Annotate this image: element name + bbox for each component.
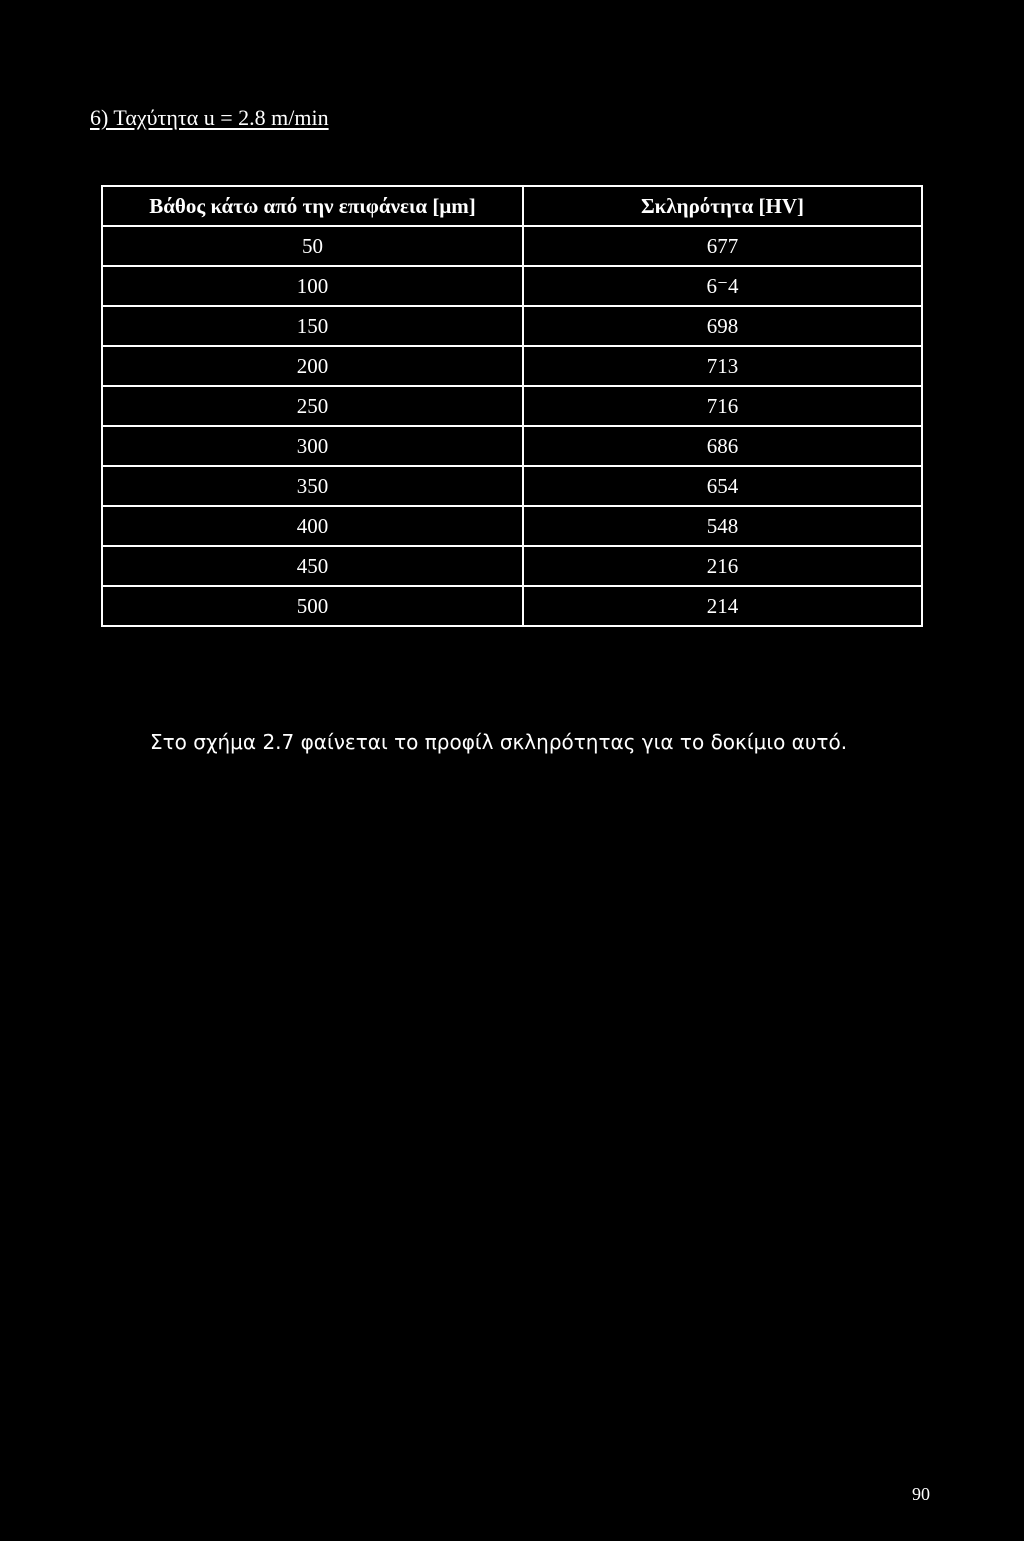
depth-cell: 500	[102, 586, 523, 626]
hardness-cell: 698	[523, 306, 922, 346]
table-row	[102, 226, 922, 266]
column-header-depth: Βάθος κάτω από την επιφάνεια [μm]	[102, 186, 523, 226]
hardness-cell: 654	[523, 466, 922, 506]
hardness-cell: 548	[523, 506, 922, 546]
depth-cell: 150	[102, 306, 523, 346]
table-row	[102, 266, 922, 306]
table-row	[102, 506, 922, 546]
depth-cell: 250	[102, 386, 523, 426]
depth-cell: 100	[102, 266, 523, 306]
hardness-cell: 677	[523, 226, 922, 266]
table-header-row	[102, 186, 922, 226]
depth-cell: 450	[102, 546, 523, 586]
depth-cell: 300	[102, 426, 523, 466]
depth-cell: 50	[102, 226, 523, 266]
table-row	[102, 586, 922, 626]
depth-cell: 350	[102, 466, 523, 506]
table-row	[102, 346, 922, 386]
hardness-cell: 713	[523, 346, 922, 386]
section-heading: 6) Ταχύτητα u = 2.8 m/min	[90, 105, 329, 130]
table-row	[102, 306, 922, 346]
hardness-cell: 686	[523, 426, 922, 466]
hardness-cell: 6⁻4	[523, 266, 922, 306]
table-row	[102, 386, 922, 426]
depth-cell: 200	[102, 346, 523, 386]
table-row	[102, 426, 922, 466]
hardness-cell: 716	[523, 386, 922, 426]
depth-cell: 400	[102, 506, 523, 546]
hardness-cell: 214	[523, 586, 922, 626]
hardness-table	[101, 185, 923, 627]
column-header-hardness: Σκληρότητα [HV]	[523, 186, 922, 226]
figure-reference-caption: Στο σχήμα 2.7 φαίνεται το προφίλ σκληρότητας για το δοκίμιο αυτό.	[150, 730, 848, 754]
table-row	[102, 466, 922, 506]
hardness-cell: 216	[523, 546, 922, 586]
table-row	[102, 546, 922, 586]
page-number: 90	[912, 1484, 930, 1504]
